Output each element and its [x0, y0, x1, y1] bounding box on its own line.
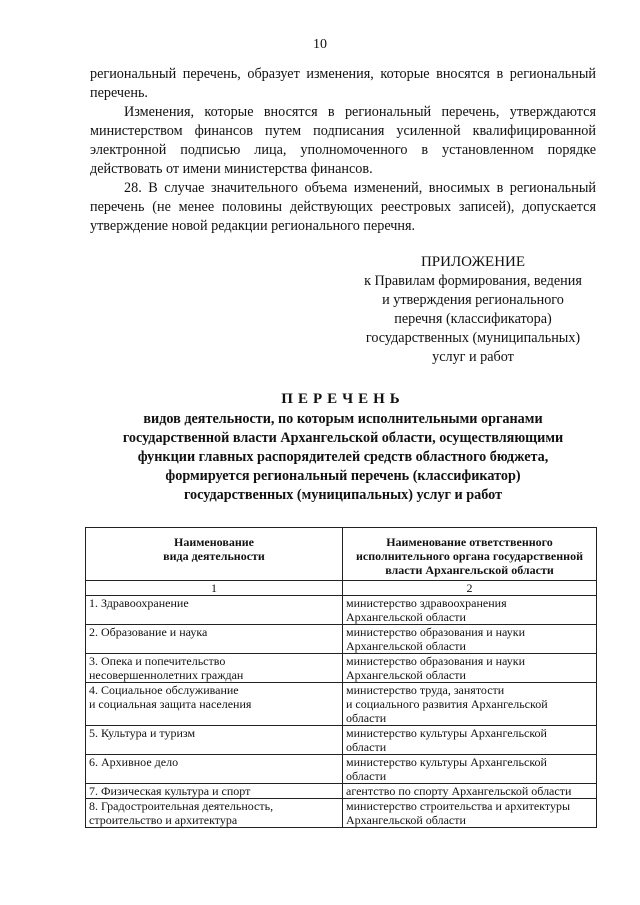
table-row — [86, 596, 597, 625]
appendix-line: услуг и работ — [432, 349, 514, 365]
appendix-line: и утверждения регионального — [382, 292, 564, 308]
cell-activity: 1. Здравоохранение — [86, 596, 343, 625]
header-authority: Наименование ответственного исполнительного органа государственной власти Архангельской области — [343, 528, 597, 581]
table-row — [86, 654, 597, 683]
table-row — [86, 755, 597, 784]
header-activity: Наименование вида деятельности — [86, 528, 343, 581]
cell-authority: министерство образования и науки Архангельской области — [343, 654, 597, 683]
list-subtitle-line: видов деятельности, по которым исполнительными органами — [143, 411, 543, 427]
table-row — [86, 784, 597, 799]
cell-activity: 8. Градостроительная деятельность, строительство и архитектура — [86, 799, 343, 828]
appendix-line: перечня (классификатора) — [394, 311, 552, 327]
list-subtitle-line: формируется региональный перечень (классификатор) — [165, 468, 521, 484]
list-title — [90, 389, 596, 505]
body-text — [90, 65, 596, 236]
list-heading: ПЕРЕЧЕНЬ — [281, 391, 405, 407]
column-number-row — [86, 581, 597, 596]
table-header-row — [86, 528, 597, 581]
cell-authority: агентство по спорту Архангельской области — [343, 784, 597, 799]
appendix-block — [340, 253, 606, 367]
table-row — [86, 726, 597, 755]
cell-authority: министерство строительства и архитектуры Архангельской области — [343, 799, 597, 828]
cell-activity: 3. Опека и попечительство несовершеннолетних граждан — [86, 654, 343, 683]
list-subtitle-line: государственных (муниципальных) услуг и работ — [183, 487, 503, 503]
paragraph-item-28: 28. В случае значительного объема изменений, вносимых в региональный перечень (не менее половины действующих реестровых записей), допускается утверждение новой редакции регионального перечня. — [90, 180, 596, 234]
list-subtitle-line: государственной власти Архангельской области, осуществляющими — [122, 430, 564, 446]
appendix-line: государственных (муниципальных) — [365, 330, 581, 346]
table-row — [86, 683, 597, 726]
table-row — [86, 625, 597, 654]
cell-authority: министерство образования и науки Архангельской области — [343, 625, 597, 654]
cell-authority: министерство культуры Архангельской области — [343, 726, 597, 755]
column-number: 2 — [343, 581, 597, 596]
cell-activity: 5. Культура и туризм — [86, 726, 343, 755]
cell-authority: министерство здравоохранения Архангельской области — [343, 596, 597, 625]
appendix-title: ПРИЛОЖЕНИЕ — [420, 254, 526, 270]
table-row — [86, 799, 597, 828]
paragraph-approval: Изменения, которые вносятся в региональный перечень, утверждаются министерством финансов путем подписания усиленной квалифицированной электронной подписью лица, уполномоченного в установленном порядке действовать от имени министерства финансов. — [90, 104, 596, 177]
activity-table — [85, 527, 597, 828]
appendix-line: к Правилам формирования, ведения — [364, 273, 582, 289]
paragraph-continuation: региональный перечень, образует изменения, которые вносятся в региональный перечень. — [90, 66, 596, 101]
cell-authority: министерство труда, занятости и социального развития Архангельской области — [343, 683, 597, 726]
column-number: 1 — [86, 581, 343, 596]
cell-activity: 7. Физическая культура и спорт — [86, 784, 343, 799]
cell-activity: 4. Социальное обслуживание и социальная защита населения — [86, 683, 343, 726]
page-number: 10 — [313, 37, 327, 52]
cell-authority: министерство культуры Архангельской области — [343, 755, 597, 784]
cell-activity: 2. Образование и наука — [86, 625, 343, 654]
list-subtitle-line: функции главных распорядителей средств областного бюджета, — [137, 449, 549, 465]
cell-activity: 6. Архивное дело — [86, 755, 343, 784]
